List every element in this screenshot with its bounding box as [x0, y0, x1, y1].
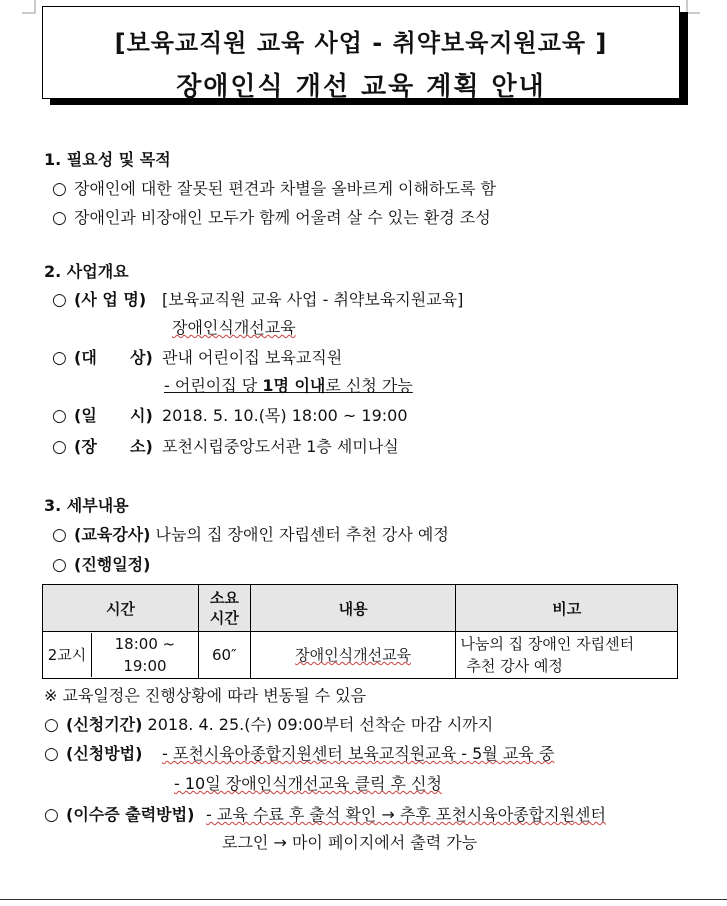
- place-label-b: 소): [130, 437, 153, 456]
- target-note-suffix: 로 신청 가능: [325, 376, 413, 395]
- time-range: [92, 633, 198, 677]
- content-cell: [250, 632, 456, 679]
- date-value: 2018. 5. 10.(목) 18:00 ~ 19:00: [162, 406, 408, 425]
- bullet-circle: ○: [52, 290, 67, 310]
- bullet-circle: ○: [52, 555, 67, 575]
- header-duration-2: 시간: [209, 609, 239, 627]
- target-note-prefix: - 어린이집 당: [164, 376, 263, 395]
- header-content: 내용: [250, 585, 456, 632]
- instructor-row: [52, 525, 449, 545]
- target-note: [164, 376, 413, 396]
- target-label-b: 상): [130, 348, 153, 367]
- bullet-circle: ○: [44, 715, 59, 735]
- section-1-item-1: [52, 179, 496, 199]
- date-label-a: (일: [74, 406, 97, 425]
- date-row: [52, 406, 408, 426]
- header-duration-1: 소요: [209, 589, 239, 607]
- target-note-bold: 1명 이내: [262, 376, 326, 395]
- business-value-2-text: 장애인식개선교육: [172, 318, 296, 337]
- business-name-row: [52, 290, 463, 310]
- section-2-heading: 2. 사업개요: [44, 262, 129, 281]
- place-value: 포천시립중앙도서관 1층 세미나실: [162, 437, 399, 456]
- section-1-heading: 1. 필요성 및 목적: [44, 150, 171, 169]
- bullet-circle: ○: [52, 525, 67, 545]
- apply-period-label: (신청기간): [66, 715, 143, 734]
- note-cell: [456, 632, 678, 679]
- corner-mark-top-right: [686, 0, 700, 14]
- note-line-1: 나눔의 집 장애인 자립센터: [460, 635, 635, 653]
- time-start: 18:00 ~: [114, 635, 176, 653]
- date-label-b: 시): [130, 406, 153, 425]
- content-text: 장애인식개선교육: [295, 646, 412, 664]
- business-label: (사 업 명): [74, 290, 147, 309]
- bullet-circle: ○: [52, 208, 67, 228]
- schedule-label: (진행일정): [74, 555, 151, 574]
- header-duration: [198, 585, 250, 632]
- bullet-circle: ○: [52, 437, 67, 457]
- item-text: 장애인에 대한 잘못된 편견과 차별을 올바르게 이해하도록 함: [74, 179, 497, 198]
- target-row: [52, 348, 342, 368]
- target-label-a: (대: [74, 348, 97, 367]
- apply-method-value-1: - 포천시육아종합지원센터 보육교직원교육 - 5월 교육 중: [162, 744, 555, 763]
- apply-period-row: [44, 715, 493, 735]
- header-note: 비고: [456, 585, 678, 632]
- time-end: 19:00: [123, 657, 167, 675]
- place-label-a: (장: [74, 437, 97, 456]
- certificate-value-1: - 교육 수료 후 출석 확인 → 추후 포천시육아종합지원센터: [206, 805, 606, 824]
- place-row: [52, 437, 399, 457]
- apply-method-row: [44, 744, 554, 764]
- note-line-2: 추천 강사 예정: [466, 657, 563, 675]
- schedule-note: ※ 교육일정은 진행상황에 따라 변동될 수 있음: [44, 686, 367, 705]
- section-3-heading: 3. 세부내용: [44, 496, 129, 515]
- business-value: [보육교직원 교육 사업 - 취약보육지원교육]: [162, 290, 464, 309]
- bullet-circle: ○: [52, 406, 67, 426]
- instructor-label: (교육강사): [74, 525, 151, 544]
- certificate-label: (이수증 출력방법): [66, 805, 195, 824]
- table-row: [43, 632, 678, 679]
- bullet-circle: ○: [52, 179, 67, 199]
- bullet-circle: ○: [44, 744, 59, 764]
- apply-method-line-2: [174, 774, 442, 794]
- apply-method-value-2: - 10일 장애인식개선교육 클릭 후 신청: [174, 774, 442, 793]
- corner-mark-top-left: [22, 0, 36, 14]
- period-cell: 2교시: [43, 633, 92, 677]
- time-cell: [43, 632, 199, 679]
- duration-cell: 60″: [198, 632, 250, 679]
- schedule-table: [42, 584, 678, 679]
- apply-period-value: 2018. 4. 25.(수) 09:00부터 선착순 마감 시까지: [147, 715, 494, 734]
- title-box: [42, 6, 680, 102]
- header-time: 시간: [43, 585, 199, 632]
- certificate-line-2: 로그인 → 마이 페이지에서 출력 가능: [222, 833, 478, 852]
- item-text: 장애인과 비장애인 모두가 함께 어울려 살 수 있는 환경 조성: [74, 208, 491, 227]
- page-bottom-rule: [0, 899, 727, 900]
- instructor-value: 나눔의 집 장애인 자립센터 추천 강사 예정: [155, 525, 449, 544]
- bullet-circle: ○: [52, 348, 67, 368]
- apply-method-label: (신청방법): [66, 744, 143, 763]
- title-line-1: [보육교직원 교육 사업 - 취약보육지원교육 ]: [114, 29, 608, 57]
- section-1-item-2: [52, 208, 491, 228]
- business-value-2: [172, 318, 296, 338]
- table-header-row: [43, 585, 678, 632]
- target-value: 관내 어린이집 보육교직원: [162, 348, 343, 367]
- bullet-circle: ○: [44, 805, 59, 825]
- certificate-row: [44, 805, 606, 825]
- schedule-row: [52, 555, 150, 575]
- title-line-2: 장애인식 개선 교육 계획 안내: [176, 72, 546, 102]
